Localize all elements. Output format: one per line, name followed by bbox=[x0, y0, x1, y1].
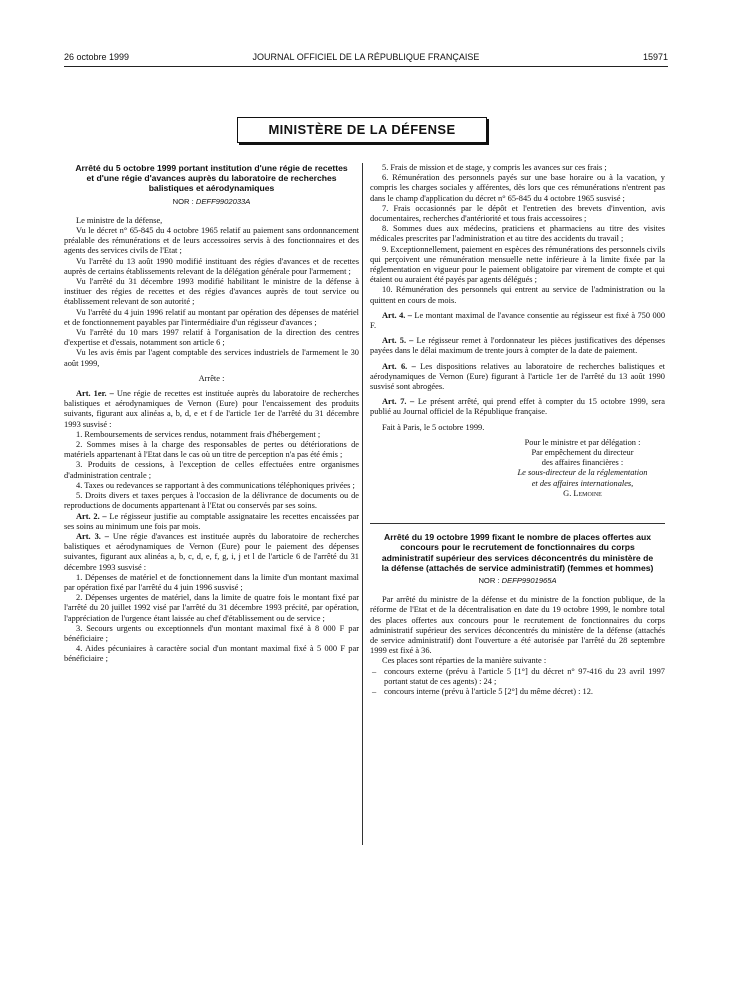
signature-line-2: Par empêchement du directeur bbox=[531, 448, 634, 458]
article-1-item-5: 5. Droits divers et taxes perçues à l'occasion de la délivrance de documents ou de reproductions de documents appartenant à l'Etat ou conservés par ses soins. bbox=[64, 491, 359, 511]
article-2 bbox=[64, 512, 359, 532]
article-3-item-6: 6. Rémunération des personnels payés sur une base horaire ou à la vacation, y compris les charges sociales y afférentes, dès lors que ces rémunérations n'entrent pas dans le champ d'application du décret n° 65-845 du 4 octobre 1965 susvisé ; bbox=[370, 173, 665, 203]
page-header bbox=[64, 52, 668, 67]
signature-line-3: des affaires financières : bbox=[541, 458, 624, 468]
arrete1-nor-label: NOR : bbox=[172, 196, 194, 206]
arrete1-title: Arrêté du 5 octobre 1999 portant institution d'une régie de recettes et d'une régie d'avances auprès du laboratoire de recherches balistiques et aérodynamiques bbox=[75, 163, 348, 194]
article-3-item-10: 10. Rémunération des personnels qui entrent au service de l'administration ou la quittent en cours de mois. bbox=[370, 285, 665, 305]
arrete1-visa-4: Vu l'arrêté du 4 juin 1996 relatif au montant par opération des dépenses de matériel et de fonctionnement payables par l'intermédiaire d'un régisseur d'avances ; bbox=[64, 307, 359, 327]
left-column bbox=[64, 163, 359, 665]
article-3 bbox=[64, 532, 359, 573]
right-column bbox=[370, 163, 665, 697]
article-1-item-3: 3. Produits de cessions, à l'exception de celles effectuées entre organismes d'administration centrale ; bbox=[64, 460, 359, 480]
arrete2-title: Arrêté du 19 octobre 1999 fixant le nombre de places offertes aux concours pour le recrutement de fonctionnaires du corps administratif supérieur des services déconcentrés du ministère de la défense (attachés de service administratif) (femmes et hommes) bbox=[381, 532, 654, 573]
arrete1-visa-1: Vu le décret n° 65-845 du 4 octobre 1965 relatif au paiement sans ordonnancement préalable des rémunérations et de leurs accessoires servis à des fonctionnaires et des agents des services civils de l'Etat ; bbox=[64, 226, 359, 256]
arrete2-body: Par arrêté du ministre de la défense et du ministre de la fonction publique, de la réforme de l'Etat et de la décentralisation en date du 19 octobre 1999, le nombre total des places offertes aux concours pour le recrutement de fonctionnaires du corps administratif supérieur des services déconcentrés du ministère de la défense (attachés de service administratif) dont l'ouverture a été autorisée par l'arrêté du 28 septembre 1999 est fixé à 36. bbox=[370, 595, 665, 656]
article-3-label: Art. 3. – bbox=[76, 531, 109, 541]
article-6-text: Les dispositions relatives au laboratoire de recherches balistiques et aérodynamiques de Vernon (Eure) figurant à l'article 1er de l'arrêté du 13 août 1990 susvisé sont abrogées. bbox=[370, 361, 666, 392]
article-3-item-1: 1. Dépenses de matériel et de fonctionnement dans la limite d'un montant maximal par opération fixé par l'arrêté du 4 juin 1996 susvisé ; bbox=[64, 572, 359, 592]
article-1-item-4: 4. Taxes ou redevances se rapportant à des communications téléphoniques privées ; bbox=[76, 480, 355, 490]
arrete1-visa-2: Vu l'arrêté du 13 août 1990 modifié instituant des régies d'avances et de recettes auprès de certains établissements relevant de la délégation générale pour l'armement ; bbox=[64, 256, 359, 276]
article-1 bbox=[64, 389, 359, 430]
article-2-text: Le régisseur justifie au comptable assignataire les recettes encaissées par ses soins au minimum une fois par mois. bbox=[64, 511, 360, 531]
article-1-text: Une régie de recettes est instituée auprès du laboratoire de recherches balistiques et aérodynamiques de Vernon (Eure) pour l'encaissement des produits suivants, figurant aux alinéas a, b, d, e et f de l'article 1er de l'arrêté du 31 décembre 1993 susvisé : bbox=[64, 389, 360, 429]
header-page-number: 15971 bbox=[642, 52, 668, 62]
signature-name: G. Lemoine bbox=[563, 488, 602, 498]
signature-line-1: Pour le ministre et par délégation : bbox=[524, 437, 641, 447]
article-4-label: Art. 4. – bbox=[382, 310, 412, 320]
article-4-text: Le montant maximal de l'avance consentie au régisseur est fixé à 750 000 F. bbox=[370, 310, 666, 331]
arrete2-distribution: Ces places sont réparties de la manière suivante : bbox=[382, 656, 547, 666]
column-divider bbox=[362, 163, 363, 845]
article-3-item-3: 3. Secours urgents ou exceptionnels d'un montant maximal fixé à 8 000 F par bénéficiaire ; bbox=[64, 623, 359, 643]
article-1-item-2: 2. Sommes mises à la charge des responsables de pertes ou détériorations de matériels appartenant à l'Etat dans le cas où un titre de perception n'a pas été émis ; bbox=[64, 440, 359, 460]
arrete1-nor-code: DEFF9902033A bbox=[195, 196, 251, 206]
signature-line-4: Le sous-directeur de la réglementation bbox=[517, 468, 648, 478]
signature-line-5: et des affaires internationales, bbox=[531, 478, 634, 488]
article-3-item-2: 2. Dépenses urgentes de matériel, dans la limite de quatre fois le montant fixé par l'arrêté du 20 juillet 1992 visé par l'arrêté du 31 décembre 1993 précité, par opération, l'appréciation de l'urgence étant laissée au chef d'établissement ou de service ; bbox=[64, 593, 359, 623]
arrete1-signature bbox=[500, 438, 665, 499]
article-7-text: Le présent arrêté, qui prend effet à compter du 15 octobre 1999, sera publié au Journal officiel de la République française. bbox=[370, 397, 665, 417]
arrete1-arrete: Arrête : bbox=[198, 373, 225, 383]
arrete1-visa-3: Vu l'arrêté du 31 décembre 1993 modifié habilitant le ministre de la défense à instituer des régies de recettes et des régies d'avances auprès de tout service ou établissement relevant de son autorité ; bbox=[64, 277, 359, 307]
arrete2-nor-label: NOR : bbox=[478, 575, 500, 585]
ministry-heading: MINISTÈRE DE LA DÉFENSE bbox=[237, 117, 487, 143]
arrete1-visa-5: Vu l'arrêté du 10 mars 1997 relatif à l'organisation de la direction des centres d'expertise et d'essais, notamment son article 6 ; bbox=[64, 328, 359, 348]
article-3-text: Une régie d'avances est instituée auprès du laboratoire de recherches balistiques et aérodynamiques de Vernon (Eure) pour le paiement des dépenses suivantes, figurant aux alinéas a, b, c, d, e, f, g, i, j et l de l'article 6 de l'arrêté du 31 décembre 1993 susvisé : bbox=[64, 531, 360, 572]
article-3-item-5: 5. Frais de mission et de stage, y compris les avances sur ces frais ; bbox=[382, 163, 607, 172]
article-5-text: Le régisseur remet à l'ordonnateur les pièces justificatives des dépenses payées dans le délai maximum de trente jours à compter de la date de paiement. bbox=[370, 336, 665, 356]
article-5 bbox=[370, 336, 665, 356]
header-date: 26 octobre 1999 bbox=[64, 52, 130, 62]
article-7 bbox=[370, 397, 665, 417]
arrete1-done-date: Fait à Paris, le 5 octobre 1999. bbox=[382, 422, 485, 432]
header-journal-title: JOURNAL OFFICIEL DE LA RÉPUBLIQUE FRANÇAISE bbox=[252, 52, 480, 62]
article-3-item-9: 9. Exceptionnellement, paiement en espèces des rémunérations des personnels civils qui perçoivent une rémunération mensuelle nette inférieure à la limite fixée par la réglementation en vigueur pour le paiement obligatoire par virement de compte et qui étaient ou auraient été payés par agents délégués ; bbox=[370, 244, 665, 285]
arrete2-external-exam: – concours externe (prévu à l'article 5 [1°] du décret n° 97-416 du 23 avril 1997 portant statut de ces agents) : 24 ; bbox=[370, 667, 665, 687]
section-separator bbox=[370, 523, 665, 524]
arrete1-nor bbox=[64, 197, 359, 207]
arrete2-nor-code: DEFP9901965A bbox=[501, 575, 557, 585]
article-1-label: Art. 1er. – bbox=[76, 389, 114, 399]
arrete2-internal-exam: – concours interne (prévu à l'article 5 [2°] du même décret) : 12. bbox=[370, 687, 665, 697]
article-2-label: Art. 2. – bbox=[76, 511, 107, 521]
article-7-label: Art. 7. – bbox=[382, 397, 415, 407]
article-4 bbox=[370, 311, 665, 331]
article-1-item-1: 1. Remboursements de services rendus, notamment frais d'hébergement ; bbox=[76, 429, 321, 439]
article-3-item-4: 4. Aides pécuniaires à caractère social d'un montant maximal fixé à 5 000 F par bénéficiaire ; bbox=[64, 644, 359, 664]
article-3-item-7: 7. Frais occasionnés par le dépôt et l'entretien des brevets d'invention, avis documentaires, recherches d'antériorité et tous frais accessoires ; bbox=[370, 203, 665, 224]
arrete1-visa-6: Vu les avis émis par l'agent comptable des services industriels de l'armement le 30 août 1999, bbox=[64, 348, 359, 368]
article-6 bbox=[370, 362, 665, 393]
article-5-label: Art. 5. – bbox=[382, 336, 414, 346]
arrete1-minister: Le ministre de la défense, bbox=[76, 215, 163, 225]
arrete2-nor bbox=[370, 576, 665, 586]
article-6-label: Art. 6. – bbox=[382, 361, 416, 371]
article-3-item-8: 8. Sommes dues aux médecins, praticiens et pharmaciens au titre des visites médicales prescrites par l'administration et au titre des accidents du travail ; bbox=[370, 224, 665, 244]
